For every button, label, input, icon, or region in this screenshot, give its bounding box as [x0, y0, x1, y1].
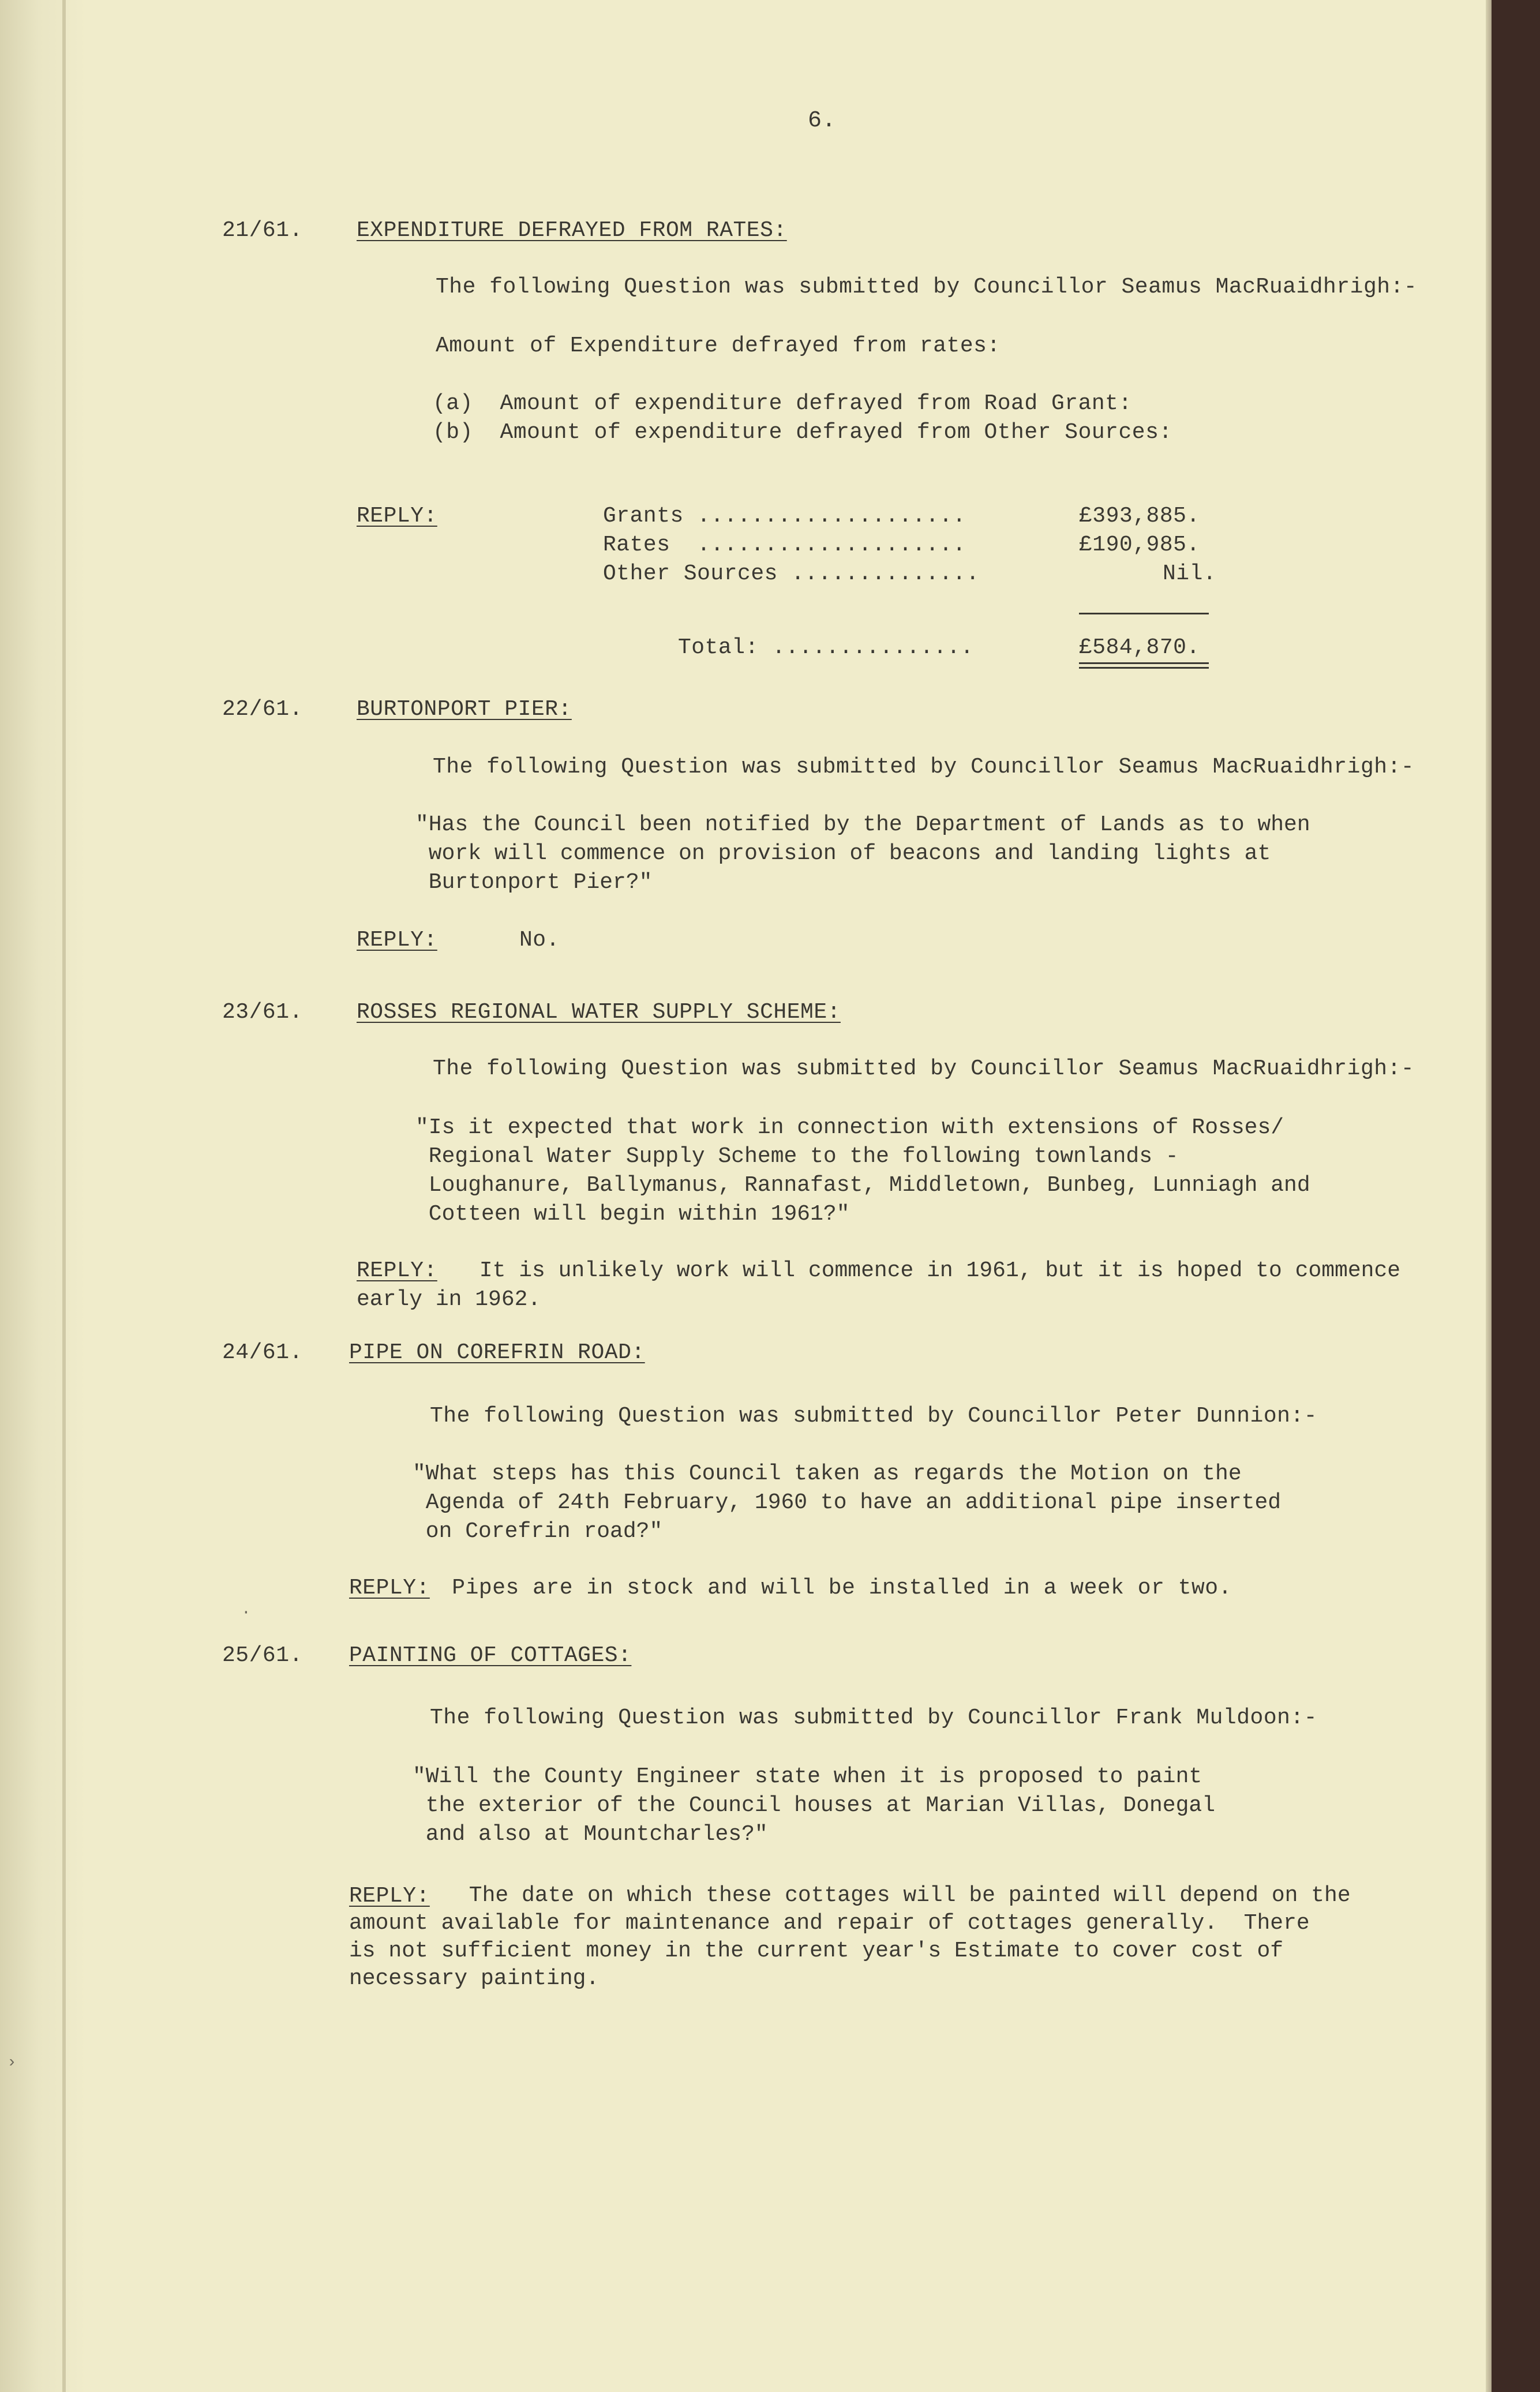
table-row-label: Other Sources ..............: [603, 561, 980, 586]
question-item-b: (b) Amount of expenditure defrayed from Other Sources:: [433, 420, 1172, 445]
reply-text: Pipes are in stock and will be installed in a week or two.: [439, 1576, 1232, 1600]
question-item-a: (a) Amount of expenditure defrayed from Road Grant:: [433, 391, 1132, 416]
reply-text: The date on which these cottages will be painted will depend on the amount available for maintenance and repair of cottages generally. There is not sufficient money in the current year's Estimate to cover cost of necessary painting.: [349, 1883, 1351, 1991]
question-intro: The following Question was submitted by Councillor Seamus MacRuaidhrigh:-: [433, 755, 1415, 779]
reply-label: REPLY:: [349, 1576, 430, 1600]
section-heading: BURTONPORT PIER:: [357, 697, 572, 722]
page-number: 6.: [808, 108, 837, 134]
total-amount: £584,870.: [1079, 635, 1200, 660]
total-label: Total: ...............: [678, 635, 974, 660]
question-intro: The following Question was submitted by Councillor Seamus MacRuaidhrigh:-: [436, 275, 1418, 299]
stray-mark: ·: [241, 1604, 251, 1622]
section-heading: PIPE ON COREFRIN ROAD:: [349, 1340, 645, 1365]
question-quote: "Is it expected that work in connection with extensions of Rosses/ Regional Water Supply Scheme to the following townlands - Loughanure, Ballymanus, Rannafast, Middletown, Bunbeg, Lunniagh and Cotteen will begin within 1961?": [415, 1115, 1310, 1227]
table-row-label: Grants ....................: [603, 504, 966, 528]
question-quote: "Has the Council been notified by the Department of Lands as to when work will commence on provision of beacons and landing lights at Burtonport Pier?": [415, 812, 1310, 895]
margin-mark: ›: [7, 2054, 17, 2072]
item-number: 21/61.: [222, 218, 303, 243]
binding-shadow: [0, 0, 87, 2392]
section-heading: EXPENDITURE DEFRAYED FROM RATES:: [357, 218, 787, 243]
item-number: 23/61.: [222, 1000, 303, 1025]
binding-line: [62, 0, 66, 2392]
total-double-rule: [1079, 662, 1209, 664]
question-quote: "Will the County Engineer state when it is proposed to paint the exterior of the Council houses at Marian Villas, Donegal and also at Mountcharles?": [413, 1764, 1216, 1847]
question-quote: "What steps has this Council taken as regards the Motion on the Agenda of 24th February, 1960 to have an additional pipe inserted on Corefrin road?": [413, 1461, 1282, 1544]
question-intro: The following Question was submitted by Councillor Seamus MacRuaidhrigh:-: [433, 1056, 1415, 1081]
item-number: 22/61.: [222, 697, 303, 722]
question-text: Amount of Expenditure defrayed from rates:: [436, 333, 1001, 358]
reply-label: REPLY:: [357, 1258, 437, 1283]
total-double-rule: [1079, 667, 1209, 669]
table-row-amount: Nil.: [1163, 561, 1217, 586]
reply-label: REPLY:: [357, 928, 437, 953]
reply-text: No.: [519, 928, 560, 953]
item-number: 25/61.: [222, 1643, 303, 1668]
table-row-amount: £190,985.: [1079, 533, 1200, 557]
section-heading: PAINTING OF COTTAGES:: [349, 1643, 632, 1668]
page-edge: [1486, 0, 1492, 2392]
table-row-amount: £393,885.: [1079, 504, 1200, 528]
question-intro: The following Question was submitted by Councillor Frank Muldoon:-: [430, 1705, 1318, 1730]
table-row-label: Rates ....................: [603, 533, 966, 557]
reply-text: It is unlikely work will commence in 1961, but it is hoped to commence early in 1962.: [357, 1258, 1401, 1312]
reply-label: REPLY:: [357, 504, 437, 528]
question-intro: The following Question was submitted by Councillor Peter Dunnion:-: [430, 1404, 1318, 1429]
section-heading: ROSSES REGIONAL WATER SUPPLY SCHEME:: [357, 1000, 841, 1025]
total-rule: [1079, 613, 1209, 614]
reply-label: REPLY:: [349, 1884, 430, 1909]
item-number: 24/61.: [222, 1340, 303, 1365]
